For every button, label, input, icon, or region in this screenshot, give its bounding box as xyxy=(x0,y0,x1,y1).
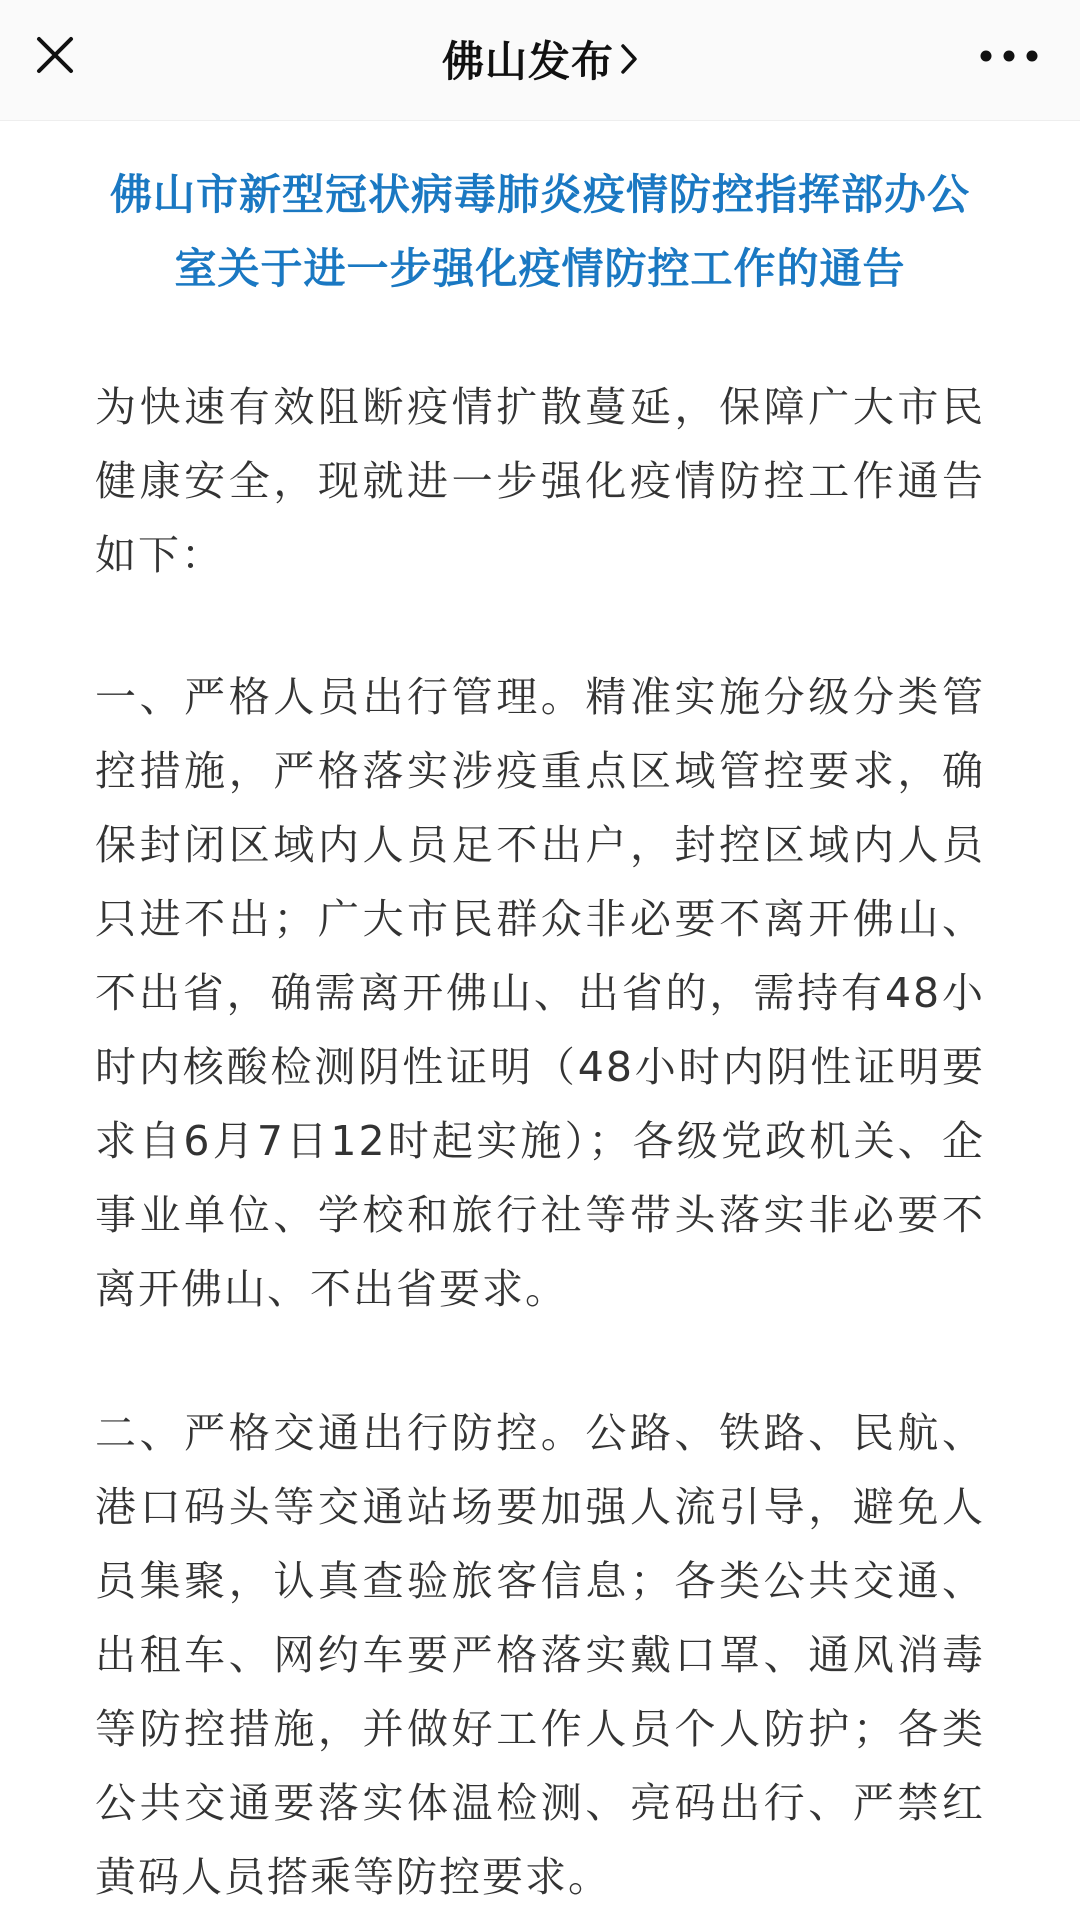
article-headline: 佛山市新型冠状病毒肺炎疫情防控指挥部办公室关于进一步强化疫情防控工作的通告 xyxy=(109,170,970,293)
close-button[interactable] xyxy=(22,24,88,90)
more-horizontal-icon xyxy=(979,48,1039,67)
chevron-right-icon xyxy=(620,42,638,76)
more-options-button[interactable] xyxy=(968,26,1050,88)
top-navbar xyxy=(0,0,1080,121)
account-title-link[interactable] xyxy=(240,24,840,94)
page-title: 佛山发布 xyxy=(441,37,614,86)
article-paragraph-intro: 为快速有效阻断疫情扩散蔓延，保障广大市民健康安全，现就进一步强化疫情防控工作通告如下： xyxy=(95,383,985,579)
close-icon xyxy=(35,35,75,79)
article-paragraph-2: 二、严格交通出行防控。公路、铁路、民航、港口码头等交通站场要加强人流引导，避免人员集聚，认真查验旅客信息；各类公共交通、出租车、网约车要严格落实戴口罩、通风消毒等防控措施，并做好工作人员个人防护；各类公共交通要落实体温检测、亮码出行、严禁红黄码人员搭乘等防控要求。 xyxy=(95,1409,985,1901)
article-paragraph-1: 一、严格人员出行管理。精准实施分级分类管控措施，严格落实涉疫重点区域管控要求，确保封闭区域内人员足不出户，封控区域内人员只进不出；广大市民群众非必要不离开佛山、不出省，确需离开佛山、出省的，需持有48小时内核酸检测阴性证明（48小时内阴性证明要求自6月7日12时起实施）；各级党政机关、企事业单位、学校和旅行社等带头落实非必要不离开佛山、不出省要求。 xyxy=(95,673,985,1313)
